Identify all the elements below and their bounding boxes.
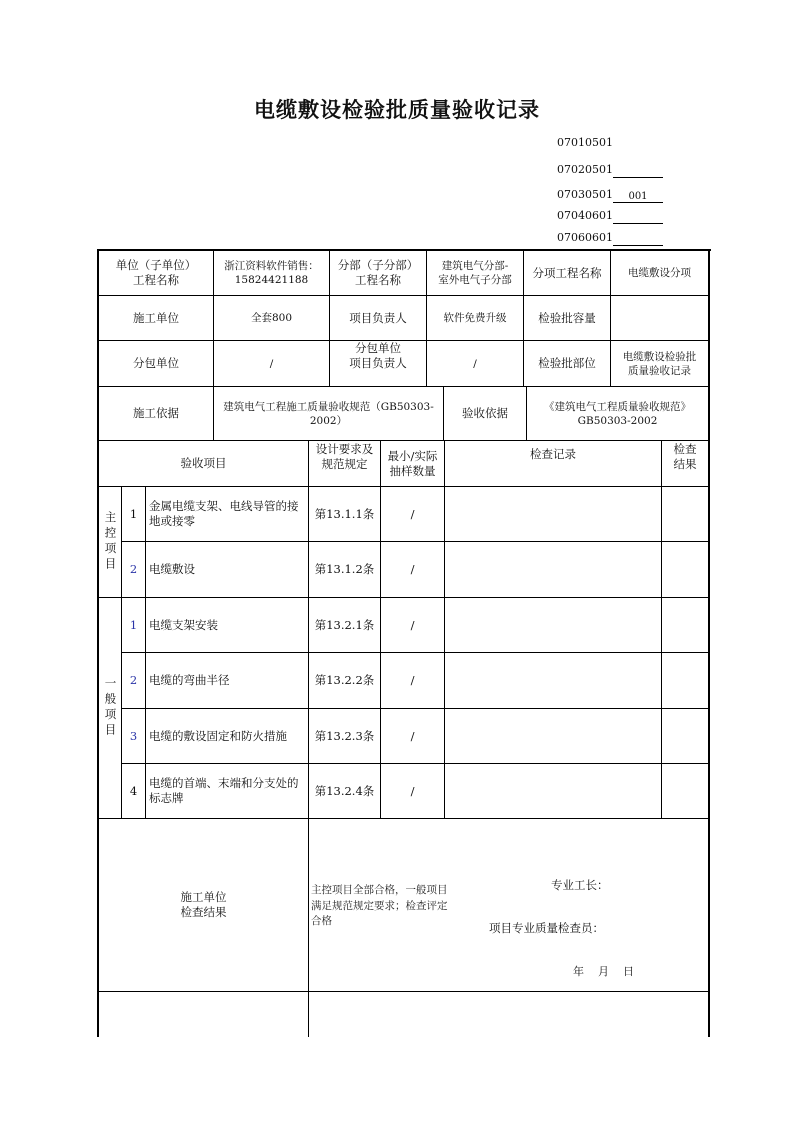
subcontractor-value[interactable]: / (214, 341, 330, 387)
next-section-label (99, 992, 309, 1037)
constructor-value[interactable]: 全套800 (214, 296, 330, 341)
page-title: 电缆敷设检验批质量验收记录 (254, 97, 540, 122)
acceptance-basis-label: 验收依据 (444, 387, 527, 441)
inspection-form (97, 249, 710, 1037)
item-record[interactable] (445, 598, 662, 653)
item-project-label: 分项工程名称 (524, 251, 611, 296)
item-result[interactable] (662, 653, 708, 709)
foreman-label: 专业工长： (551, 878, 609, 892)
conclusion-text[interactable]: 主控项目全部合格，一般项目 满足规范规定要求；检查评定 合格 (311, 884, 448, 927)
code-number: 07040601 (557, 209, 613, 222)
item-record[interactable] (445, 487, 662, 542)
item-sample[interactable]: / (381, 542, 445, 598)
sub-project-label: 分部（子分部） 工程名称 (330, 251, 427, 296)
code-value[interactable] (613, 232, 663, 246)
item-number: 1 (122, 598, 146, 653)
item-number: 1 (122, 487, 146, 542)
item-name: 电缆的首端、末端和分支处的标志牌 (146, 764, 309, 819)
item-result[interactable] (662, 542, 708, 598)
item-sample[interactable]: / (381, 487, 445, 542)
item-result[interactable] (662, 709, 708, 764)
code-number: 07060601 (557, 231, 613, 244)
code-value[interactable]: 001 (613, 189, 663, 203)
code-row (557, 162, 663, 178)
capacity-label: 检验批容量 (524, 296, 611, 341)
item-result[interactable] (662, 598, 708, 653)
item-name: 电缆支架安装 (146, 598, 309, 653)
code-row (557, 230, 663, 246)
item-record[interactable] (445, 542, 662, 598)
location-value[interactable]: 电缆敷设检验批 质量验收记录 (611, 341, 708, 387)
code-number: 07020501 (557, 163, 613, 176)
code-row (557, 187, 663, 203)
acceptance-basis-value[interactable]: 《建筑电气工程质量验收规范》 GB50303-2002 (527, 387, 708, 441)
item-result[interactable] (662, 487, 708, 542)
item-name: 电缆敷设 (146, 542, 309, 598)
code-value[interactable] (613, 210, 663, 224)
item-clause: 第13.2.2条 (309, 653, 381, 709)
inspector-label: 项目专业质量检查员： (489, 921, 604, 935)
pm-value[interactable]: 软件免费升级 (427, 296, 524, 341)
item-project-value[interactable]: 电缆敷设分项 (611, 251, 708, 296)
item-clause: 第13.2.3条 (309, 709, 381, 764)
sub-pm-label: 分包单位 项目负责人 (330, 341, 427, 387)
column-header-requirement: 设计要求及 规范规定 (309, 441, 381, 487)
capacity-value[interactable] (611, 296, 708, 341)
column-header-sample: 最小/实际 抽样数量 (381, 441, 445, 487)
code-value[interactable] (613, 164, 663, 178)
item-name: 电缆的弯曲半径 (146, 653, 309, 709)
item-sample[interactable]: / (381, 764, 445, 819)
item-record[interactable] (445, 709, 662, 764)
item-sample[interactable]: / (381, 653, 445, 709)
item-result[interactable] (662, 764, 708, 819)
unit-project-value[interactable]: 浙江资料软件销售： 15824421188 (214, 251, 330, 296)
column-header-result: 检查 结果 (662, 441, 708, 487)
item-sample[interactable]: / (381, 709, 445, 764)
item-number: 4 (122, 764, 146, 819)
sub-project-value[interactable]: 建筑电气分部- 室外电气子分部 (427, 251, 524, 296)
code-number: 07030501 (557, 188, 613, 201)
item-clause: 第13.1.2条 (309, 542, 381, 598)
item-name: 电缆的敷设固定和防火措施 (146, 709, 309, 764)
item-number: 2 (122, 653, 146, 709)
column-header-item: 验收项目 (99, 441, 309, 487)
item-name: 金属电缆支架、电线导管的接地或接零 (146, 487, 309, 542)
unit-project-label: 单位（子单位） 工程名称 (99, 251, 214, 296)
conclusion-label: 施工单位 检查结果 (99, 819, 309, 992)
code-row (557, 135, 613, 151)
item-sample[interactable]: / (381, 598, 445, 653)
location-label: 检验批部位 (524, 341, 611, 387)
basis-label: 施工依据 (99, 387, 214, 441)
code-row (557, 208, 663, 224)
form-border (708, 249, 710, 1037)
item-record[interactable] (445, 653, 662, 709)
item-clause: 第13.2.4条 (309, 764, 381, 819)
main-control-label: 主控项目 (99, 487, 122, 598)
next-section-area[interactable] (309, 992, 708, 1037)
column-header-record: 检查记录 (445, 441, 662, 487)
item-record[interactable] (445, 764, 662, 819)
item-number: 2 (122, 542, 146, 598)
date-label: 年 月 日 (573, 965, 634, 978)
pm-label: 项目负责人 (330, 296, 427, 341)
item-number: 3 (122, 709, 146, 764)
item-clause: 第13.1.1条 (309, 487, 381, 542)
subcontractor-label: 分包单位 (99, 341, 214, 387)
constructor-label: 施工单位 (99, 296, 214, 341)
code-number: 07010501 (557, 136, 613, 149)
general-items-label: 一般项目 (99, 598, 122, 819)
item-clause: 第13.2.1条 (309, 598, 381, 653)
basis-value[interactable]: 建筑电气工程施工质量验收规范（GB50303- 2002） (214, 387, 444, 441)
sub-pm-value[interactable]: / (427, 341, 524, 387)
